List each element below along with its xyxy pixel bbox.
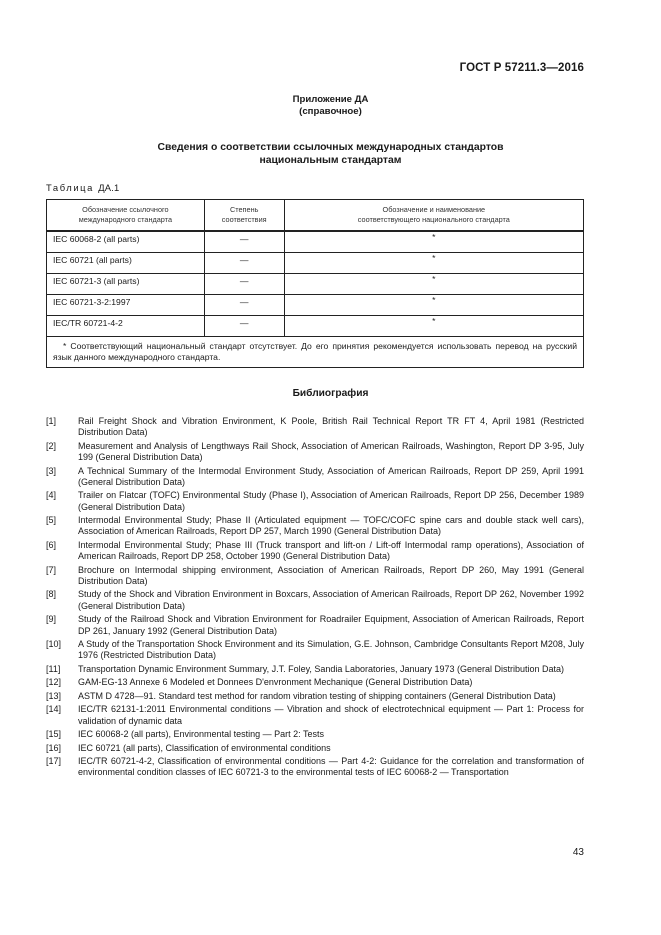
cell-degree: — (204, 274, 284, 295)
bibliography-item (46, 589, 584, 612)
header-national-line-1: Обозначение и наименование (382, 205, 486, 214)
bibliography-text: Intermodal Environmental Study; Phase III (Truck transport and lift-on / Lift-off Intermodal ramp operations), Association of American Railroads, Report DP 258, October 1990 (General Distribution Data) (78, 539, 584, 562)
bibliography-item (46, 614, 584, 637)
bibliography-item (46, 677, 584, 688)
bibliography-text: Study of the Railroad Shock and Vibration Environment for Roadrailer Equipment, Association of American Railroads, Report DP 261, January 1992 (General Distribution Data) (78, 614, 584, 636)
bibliography-number: [16] (46, 742, 62, 753)
bibliography-item (46, 704, 584, 727)
correspondence-table (46, 199, 584, 368)
cell-international: IEC 60721-3 (all parts) (47, 274, 205, 295)
bibliography-text: Intermodal Environmental Study; Phase II (Articulated equipment — TOFC/COFC spine cars and double stack well cars), Association of American Railroads, Report DP 257, March 1990 (General Distribution Data) (78, 515, 584, 537)
cell-national: * (284, 253, 583, 274)
bibliography-text: Rail Freight Shock and Vibration Environment, K Poole, British Rail Technical Report TR FT 4, April 1981 (Restricted Distribution Data) (78, 416, 584, 438)
page-number: 43 (572, 847, 584, 858)
bibliography-text: IEC 60068-2 (all parts), Environmental testing — Part 2: Tests (78, 729, 324, 740)
bibliography-item (46, 729, 584, 740)
cell-international: IEC 60068-2 (all parts) (47, 231, 205, 253)
table-label-prefix: Таблица (46, 182, 94, 193)
table-row (47, 253, 584, 274)
header-intl-line-1: Обозначение ссылочного (82, 205, 169, 214)
cell-national: * (284, 274, 583, 295)
bibliography-text: Trailer on Flatcar (TOFC) Environmental Study (Phase I), Association of American Railroads, Report DP 256, December 1989 (General Distribution Data) (78, 490, 584, 512)
cell-degree: — (204, 253, 284, 274)
table-header-row (47, 200, 584, 232)
bibliography-item (46, 416, 584, 439)
cell-national: * (284, 231, 583, 253)
cell-degree: — (204, 316, 284, 337)
annex-subtitle: (справочное) (299, 106, 362, 117)
cell-international: IEC/TR 60721-4-2 (47, 316, 205, 337)
bibliography-number: [6] (46, 539, 57, 550)
bibliography-number: [13] (46, 690, 62, 701)
bibliography-list (46, 416, 584, 781)
table-row (47, 274, 584, 295)
annex-heading (0, 94, 661, 118)
bibliography-number: [7] (46, 564, 57, 575)
bibliography-item (46, 441, 584, 464)
bibliography-number: [14] (46, 704, 62, 715)
document-code: ГОСТ Р 57211.3—2016 (459, 62, 584, 74)
bibliography-number: [5] (46, 515, 57, 526)
section-title-line-2: национальным стандартам (259, 155, 402, 166)
header-degree-line-1: Степень (229, 205, 259, 214)
bibliography-item (46, 664, 584, 675)
bibliography-number: [3] (46, 465, 57, 476)
table-label (46, 182, 119, 193)
bibliography-item (46, 565, 584, 588)
bibliography-text: IEC/TR 60721-4-2, Classification of environmental conditions — Part 4-2: Guidance for the correlation and transformation of environmental condition classes of IEC 60721-3 to the environmental tests of IEC 60068-2 — Transportation (78, 756, 584, 778)
bibliography-item (46, 490, 584, 513)
table-row (47, 295, 584, 316)
table-footnote-row (47, 337, 584, 368)
bibliography-text: A Study of the Transportation Shock Environment and its Simulation, G.E. Johnson, Cambridge Consultants Report M208, July 1976 (Restricted Distribution Data) (78, 639, 584, 661)
table-label-number: ДА.1 (98, 182, 120, 193)
bibliography-number: [17] (46, 756, 62, 767)
bibliography-number: [2] (46, 440, 57, 451)
cell-degree: — (204, 231, 284, 253)
bibliography-item (46, 756, 584, 779)
bibliography-number: [4] (46, 490, 57, 501)
bibliography-number: [11] (46, 663, 61, 674)
bibliography-text: Transportation Dynamic Environment Summary, J.T. Foley, Sandia Laboratories, January 1973 (General Distribution Data) (78, 663, 565, 674)
bibliography-item (46, 743, 584, 754)
header-national-standard (284, 200, 583, 232)
cell-national: * (284, 295, 583, 316)
bibliography-text: A Technical Summary of the Intermodal Environment Study, Association of American Railroads, Report DP 259, April 1991 (General Distribution Data) (78, 465, 584, 487)
bibliography-number: [8] (46, 589, 57, 600)
bibliography-title: Библиография (292, 388, 369, 399)
table-row (47, 316, 584, 337)
bibliography-item (46, 466, 584, 489)
cell-international: IEC 60721-3-2:1997 (47, 295, 205, 316)
header-degree-line-2: соответствия (221, 215, 267, 224)
bibliography-item (46, 639, 584, 662)
cell-international: IEC 60721 (all parts) (47, 253, 205, 274)
header-degree (204, 200, 284, 232)
bibliography-item (46, 540, 584, 563)
bibliography-text: GAM-EG-13 Annexe 6 Modeled et Donnees D'envronment Mechanique (General Distribution Data) (78, 677, 473, 688)
bibliography-text: ASTM D 4728—91. Standard test method for random vibration testing of shipping containers (General Distribution Data) (78, 690, 556, 701)
bibliography-text: Brochure on Intermodal shipping environment, Association of American Railroads, Report DP 260, May 1991 (General Distribution Data) (78, 564, 584, 586)
bibliography-text: IEC 60721 (all parts), Classification of environmental conditions (78, 742, 331, 753)
table-row (47, 231, 584, 253)
annex-title: Приложение ДА (292, 94, 369, 105)
header-international-standard (47, 200, 205, 232)
bibliography-number: [10] (46, 639, 62, 650)
bibliography-number: [1] (46, 416, 57, 426)
section-title-line-1: Сведения о соответствии ссылочных международных стандартов (157, 142, 504, 153)
cell-degree: — (204, 295, 284, 316)
bibliography-text: IEC/TR 62131-1:2011 Environmental conditions — Vibration and shock of electrotechnical equipment — Part 1: Process for validation of dynamic data (78, 704, 584, 726)
bibliography-number: [9] (46, 614, 57, 625)
bibliography-number: [12] (46, 677, 62, 688)
bibliography-text: Measurement and Analysis of Lengthways Rail Shock, Association of American Railroads, Washington, Report DP 3-95, July 199 (General Distribution Data) (78, 440, 584, 463)
section-title (0, 141, 661, 167)
header-intl-line-2: международного стандарта (78, 215, 173, 224)
header-national-line-2: соответствующего национального стандарта (357, 215, 510, 224)
cell-national: * (284, 316, 583, 337)
bibliography-item (46, 691, 584, 702)
bibliography-number: [15] (46, 729, 62, 740)
bibliography-item (46, 515, 584, 538)
table-footnote (47, 337, 584, 368)
table-footnote-text: * Соответствующий национальный стандарт отсутствует. До его принятия рекомендуется использовать перевод на русский язык данного международного стандарта. (53, 341, 577, 362)
bibliography-text: Study of the Shock and Vibration Environment in Boxcars, Association of American Railroads, Report DP 262, November 1992 (General Distribution Data) (78, 589, 584, 611)
